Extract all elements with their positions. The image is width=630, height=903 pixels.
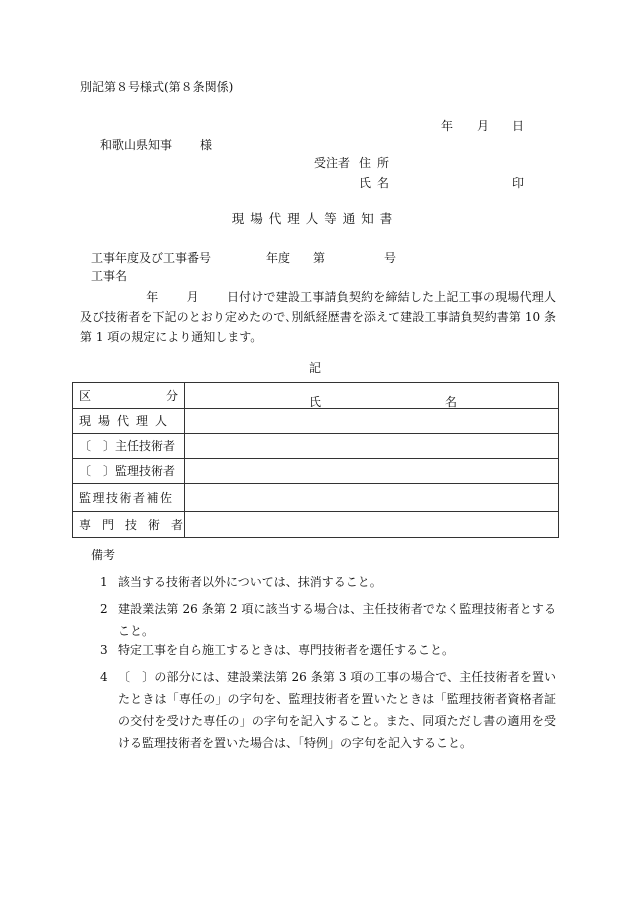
- header-name-right: 名: [445, 394, 458, 409]
- contractor-label: 受注者: [314, 156, 351, 170]
- contractor-name-label: 氏名: [359, 176, 396, 190]
- note-text: 〔 〕の部分には、建設業法第 26 条第 3 項の工事の場合で、主任技術者を置いたときは「専任の」の字句を、監理技術者を置いたときは「監理技術者資格者証の交付を受けた専任の」の字句を記入すること。また、同項ただし書の適用を受ける監理技術者を置いた場合は、「特例」の字句を記入すること。: [118, 670, 556, 750]
- name-cell[interactable]: [185, 459, 559, 484]
- notice-body: [80, 287, 556, 347]
- name-cell[interactable]: [185, 434, 559, 459]
- form-number: 別記第８号様式(第８条関係): [80, 80, 234, 94]
- document-title: 現場代理人等通知書: [231, 211, 399, 226]
- body-text: 日付けで建設工事請負契約を締結した上記工事の現場代理人及び技術者を下記のとおり定めたので､別紙経歴書を添えて建設工事請負契約書第 10 条第 1 項の規定により通知します。: [80, 290, 556, 344]
- note-item: [100, 571, 556, 593]
- row-label: 現場代理人: [73, 409, 185, 434]
- note-text: 特定工事を自ら施工するときは、専門技術者を選任すること。: [118, 643, 455, 657]
- header-kubun: [73, 383, 185, 409]
- header-name-left: 氏: [309, 394, 322, 409]
- table-header-row: [73, 383, 559, 409]
- row-label: 〔 〕監理技術者: [73, 459, 185, 484]
- row-label: 監理技術者補佐: [73, 484, 185, 512]
- date-year-label: 年: [441, 119, 454, 133]
- body-month-label: 月: [186, 290, 199, 304]
- note-number: 4: [100, 670, 108, 684]
- header-kubun-right: 分: [165, 388, 178, 403]
- fiscal-year-label: 年度: [266, 251, 291, 265]
- name-cell[interactable]: [185, 409, 559, 434]
- date-day-label: 日: [512, 119, 525, 133]
- table-row: [73, 459, 559, 484]
- contractor-address-label: 住所: [359, 156, 396, 170]
- addressee: [100, 139, 212, 151]
- date-month-label: 月: [477, 119, 490, 133]
- ki-heading: 記: [308, 361, 321, 375]
- body-year-label: 年: [146, 290, 159, 304]
- row-label: 専門技術者: [73, 512, 185, 538]
- table-row: [73, 484, 559, 512]
- note-text: 該当する技術者以外については、抹消すること。: [118, 575, 382, 589]
- note-item: [100, 598, 556, 642]
- note-number: 1: [100, 575, 108, 589]
- seal-mark: 印: [512, 176, 525, 190]
- roles-table: [72, 382, 559, 538]
- note-item: [100, 639, 556, 661]
- note-text: 建設業法第 26 条第 2 項に該当する場合は、主任技術者でなく監理技術者とすること。: [118, 602, 556, 638]
- addressee-honorific: 様: [200, 138, 213, 152]
- name-cell[interactable]: [185, 484, 559, 512]
- remarks-heading: 備考: [91, 548, 116, 562]
- project-number-label: 工事年度及び工事番号: [91, 251, 212, 265]
- note-item: [100, 666, 556, 754]
- addressee-name: 和歌山県知事: [100, 138, 173, 152]
- name-cell[interactable]: [185, 512, 559, 538]
- header-name: [185, 383, 559, 409]
- header-kubun-left: 区: [79, 388, 92, 403]
- table-row: [73, 512, 559, 538]
- row-label: 〔 〕主任技術者: [73, 434, 185, 459]
- project-name-label: 工事名: [91, 269, 128, 283]
- dai-label: 第: [313, 251, 326, 265]
- note-number: 2: [100, 602, 108, 616]
- table-row: [73, 409, 559, 434]
- table-row: [73, 434, 559, 459]
- note-number: 3: [100, 643, 108, 657]
- go-label: 号: [384, 251, 397, 265]
